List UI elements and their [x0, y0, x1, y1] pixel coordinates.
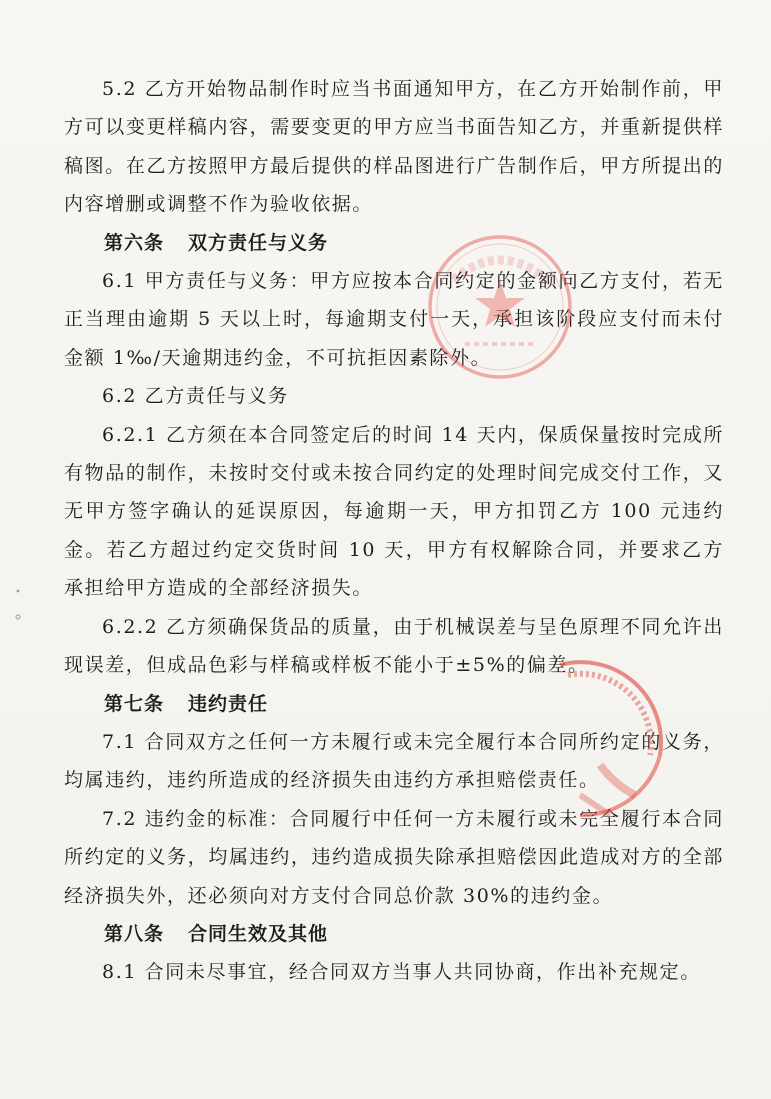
article-8-number: 第八条	[104, 922, 165, 945]
article-7-title: 违约责任	[188, 692, 269, 715]
article-8-title: 合同生效及其他	[188, 922, 329, 945]
article-7-number: 第七条	[104, 692, 165, 715]
clause-5-2: 5.2 乙方开始物品制作时应当书面通知甲方，在乙方开始制作前，甲方可以变更样稿内容，需要变更的甲方应当书面告知乙方，并重新提供样稿图。在乙方按照甲方最后提供的样品图进行广告制作后，甲方所提出的内容增删或调整不作为验收依据。	[64, 78, 724, 216]
clause-6-2-2: 6.2.2 乙方须确保货品的质量，由于机械误差与呈色原理不同允许出现误差，但成品色彩与样稿或样板不能小于±5%的偏差。	[64, 615, 724, 677]
article-6-number: 第六条	[104, 231, 165, 254]
clause-6-1: 6.1 甲方责任与义务：甲方应按本合同约定的金额向乙方支付，若无正当理由逾期 5 天以上时，每逾期支付一天，承担该阶段应支付而未付金额 1‰/天逾期违约金，不可抗拒因素除外。	[64, 270, 724, 369]
clause-7-2: 7.2 违约金的标准：合同履行中任何一方未履行或未完全履行本合同所约定的义务，均属违约，违约造成损失除承担赔偿因此造成对方的全部经济损失外，还必须向对方支付合同总价款 30%的违约金。	[64, 807, 724, 907]
scan-mark-icon	[14, 585, 22, 625]
article-7-heading	[64, 685, 724, 723]
clause-8-1: 8.1 合同未尽事宜，经合同双方当事人共同协商，作出补充规定。	[102, 961, 701, 984]
article-8-heading	[64, 915, 724, 953]
clause-6-2-1: 6.2.1 乙方须在本合同签定后的时间 14 天内，保质保量按时完成所有物品的制作，未按时交付或未按合同约定的处理时间完成交付工作，又无甲方签字确认的延误原因，每逾期一天，甲方扣罚乙方 100 元违约金。若乙方超过约定交货时间 10 天，甲方有权解除合同，并要求乙方承担给甲方造成的全部经济损失。	[64, 423, 724, 600]
article-6-heading	[64, 224, 724, 262]
clause-6-2: 6.2 乙方责任与义务	[102, 385, 289, 408]
article-6-title: 双方责任与义务	[188, 231, 329, 254]
clause-7-1: 7.1 合同双方之任何一方未履行或未完全履行本合同所约定的义务，均属违约，违约所造成的经济损失由违约方承担赔偿责任。	[64, 730, 724, 792]
document-body	[64, 70, 724, 992]
